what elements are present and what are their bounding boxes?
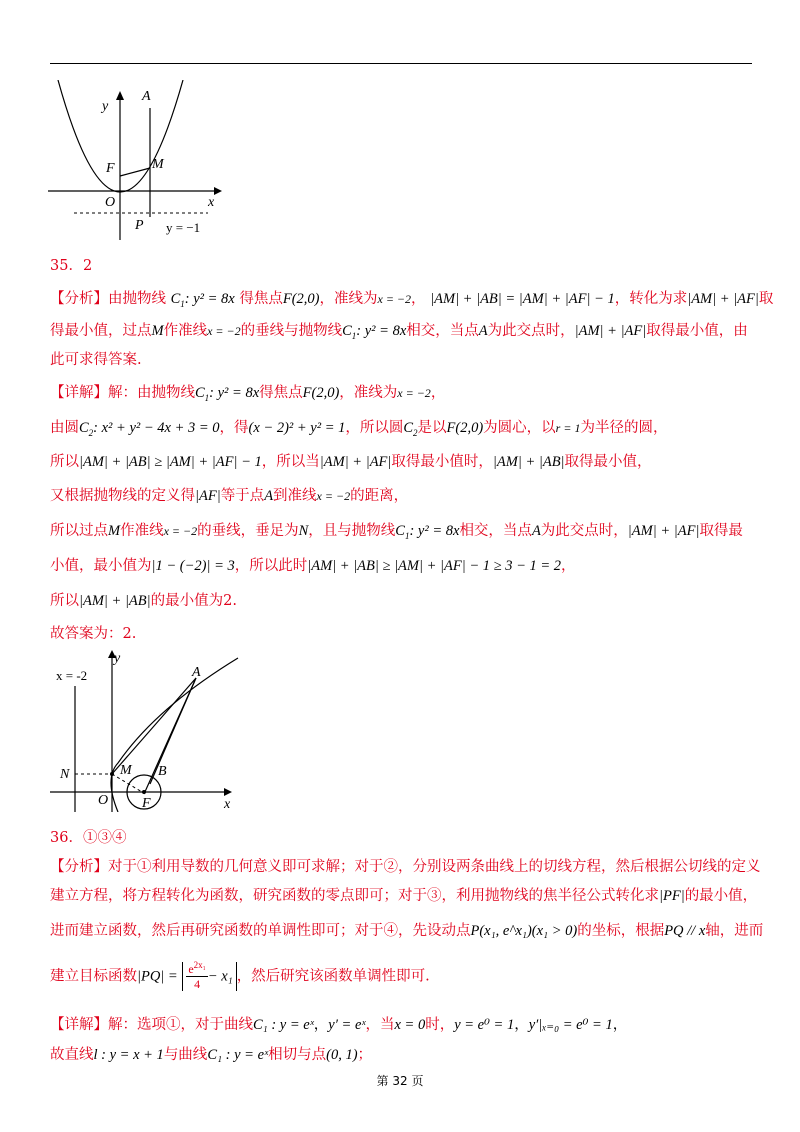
header-rule	[50, 63, 752, 64]
point-F	[142, 790, 146, 794]
label-N: N	[60, 767, 70, 782]
segment-AM	[112, 678, 196, 774]
x-axis-arrow	[224, 788, 232, 796]
label-A: A	[192, 665, 201, 680]
x-axis-arrow	[214, 187, 222, 195]
answer-36: 36．①③④	[50, 830, 127, 846]
analysis-35-line1: 【分析】由抛物线 $C_1$: y² = 8x 得焦点F(2,0)，准线为x = −2， |AM| + |AB| = |AM| + |AF| − 1，转化为求|AM| + |AF|取	[50, 291, 774, 309]
label-x: x	[208, 195, 215, 210]
analysis-36-line2: 建立方程，将方程转化为函数，研究函数的零点即可；对于③，利用抛物线的焦半径公式转化求|PF|的最小值，	[50, 888, 758, 904]
label-M: M	[120, 763, 132, 778]
detail-35-line6: 小值，最小值为|1 − (−2)| = 3，所以此时|AM| + |AB| ≥ |AM| + |AF| − 1 ≥ 3 − 1 = 2，	[50, 558, 576, 574]
label-F: F	[142, 796, 151, 811]
label-y: y	[114, 651, 121, 666]
figure-parabola-1	[46, 80, 226, 240]
page-number: 第 32 页	[376, 1074, 424, 1088]
label-x: x	[224, 797, 231, 812]
label-B: B	[158, 764, 167, 779]
parabola-curve	[111, 658, 238, 812]
point-M	[110, 772, 114, 776]
label-O: O	[98, 793, 109, 808]
detail-35-line4: 又根据抛物线的定义得|AF|等于点A到准线x = −2的距离，	[50, 488, 409, 504]
label-F: F	[106, 161, 115, 176]
analysis-35-line3: 此可求得答案.	[50, 352, 142, 368]
detail-36-line1: 【详解】解：选项①，对于曲线C₁ : y = eˣ，y′ = eˣ，当x = 0时，y = e⁰ = 1，y′|ₓ₌₀ = e⁰ = 1，	[50, 1017, 628, 1033]
detail-35-line3: 所以|AM| + |AB| ≥ |AM| + |AF| − 1，所以当|AM| + |AF|取得最小值时，|AM| + |AB|取得最小值，	[50, 454, 652, 470]
label-P: P	[135, 218, 144, 233]
label-y: y	[102, 99, 109, 114]
detail-35-line7: 所以|AM| + |AB|的最小值为2.	[50, 593, 237, 609]
label-O: O	[105, 195, 116, 210]
analysis-35-line2: 得最小值，过点M作准线x = −2的垂线与抛物线$C_1$: y² = 8x相交，当点A为此交点时，|AM| + |AF|取得最小值，由	[50, 323, 748, 341]
detail-35-line1: 【详解】解：由抛物线$C_1$: y² = 8x得焦点F(2,0)，准线为x = −2，	[50, 385, 446, 403]
label-M: M	[152, 157, 164, 172]
segment-AB	[150, 678, 196, 784]
label-directrix: y = −1	[166, 220, 201, 235]
detail-35-line2: 由圆$C_2$: x² + y² − 4x + 3 = 0，得(x − 2)² + y² = 1，所以圆$C_2$是以F(2,0)为圆心，以r = 1为半径的圆，	[50, 420, 668, 438]
label-A: A	[142, 89, 151, 104]
y-axis-arrow	[116, 91, 124, 100]
segment-FM	[120, 168, 150, 176]
detail-35-line8: 故答案为：2.	[50, 626, 137, 642]
analysis-36-line3: 进而建立函数，然后再研究函数的单调性即可；对于④，先设动点P(x₁, e^x₁)(x₁ > 0)的坐标，根据PQ // x轴，进而	[50, 923, 764, 939]
answer-35: 35．2	[50, 258, 93, 274]
detail-36-line2: 故直线l : y = x + 1与曲线C₁ : y = eˣ相切与点(0, 1)；	[50, 1047, 373, 1063]
detail-35-line5: 所以过点M作准线x = −2的垂线，垂足为N，且与抛物线$C_1$: y² = 8x相交，当点A为此交点时，|AM| + |AF|取得最	[50, 523, 743, 541]
analysis-36-line1: 【分析】对于①利用导数的几何意义即可求解；对于②，分别设两条曲线上的切线方程，然后根据公切线的定义	[50, 859, 761, 875]
label-x-eq: x = -2	[56, 668, 88, 683]
analysis-36-line4: 建立目标函数|PQ| = $\frac{e^{2x_1}}{4}$ − x₁ ，然后研究该函数单调性即可.	[50, 960, 430, 991]
figure-parabola-2	[46, 648, 246, 812]
